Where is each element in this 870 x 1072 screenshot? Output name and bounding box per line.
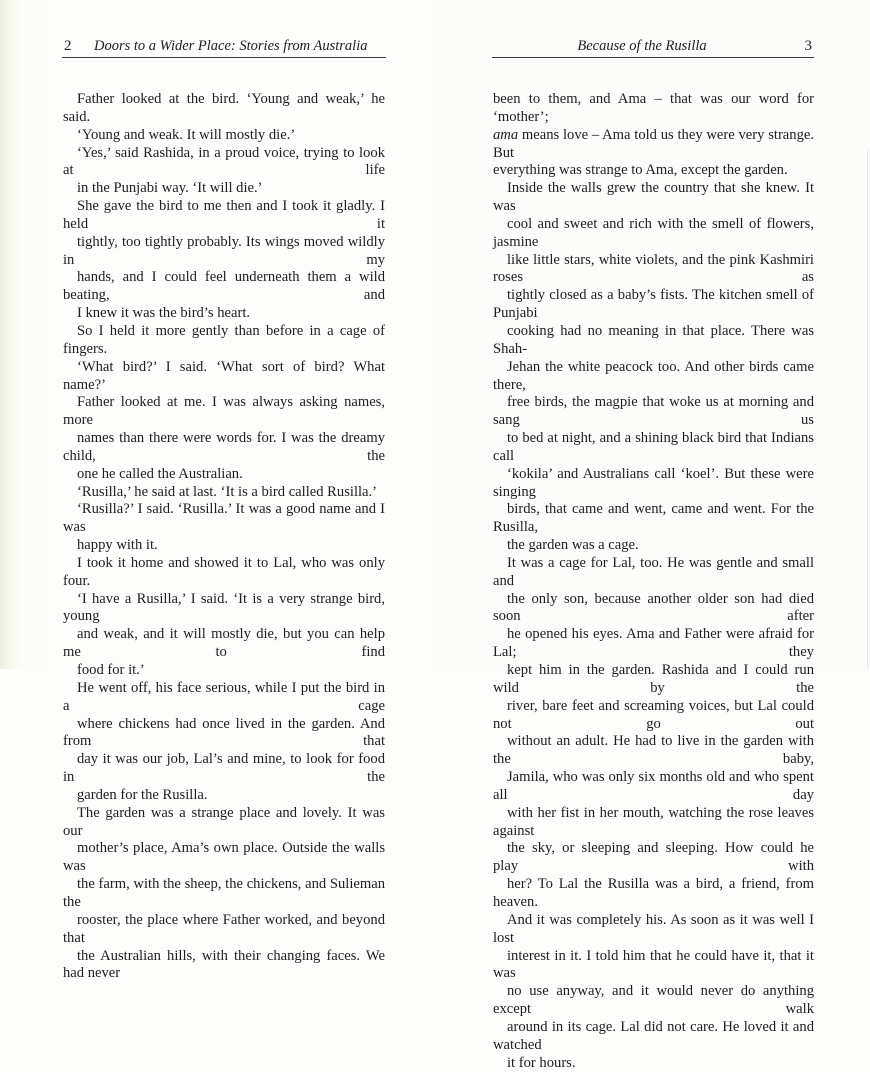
text-line: ‘Young and weak. It will mostly die.’ bbox=[77, 126, 296, 143]
text-line: ‘kokila’ and Australians call ‘koel’. But these were singing bbox=[493, 465, 814, 500]
text-line: he opened his eyes. Ama and Father were afraid for Lal; they bbox=[493, 626, 814, 661]
text-line: names than there were words for. I was the dreamy child, the bbox=[63, 430, 385, 464]
text-line: been to them, and Ama – that was our word for ‘mother’; bbox=[493, 91, 814, 125]
chapter-title: Because of the Rusilla bbox=[577, 38, 707, 54]
paragraph bbox=[63, 555, 385, 591]
text-line: tightly, too tightly probably. Its wings moved wildly in my bbox=[63, 233, 385, 268]
paragraph bbox=[63, 591, 385, 680]
text-line: without an adult. He had to live in the garden with the baby, bbox=[493, 733, 814, 768]
paragraph bbox=[63, 484, 385, 502]
text-line: He went off, his face serious, while I put the bird in a cage bbox=[63, 679, 385, 714]
paragraph bbox=[63, 501, 385, 555]
text-line: cool and sweet and rich with the smell of flowers, jasmine bbox=[493, 215, 814, 250]
text-line: cooking had no meaning in that place. There was Shah- bbox=[493, 322, 814, 357]
text-line: hands, and I could feel underneath them a wild beating, and bbox=[63, 269, 385, 304]
text-line: her? To Lal the Rusilla was a bird, a friend, from heaven. bbox=[493, 876, 814, 910]
text-line: food for it.’ bbox=[77, 662, 145, 678]
text-line: and weak, and it will mostly die, but you can help me to find bbox=[63, 626, 385, 661]
text-line: around in its cage. Lal did not care. He loved it and watched bbox=[493, 1018, 814, 1053]
text-line: the farm, with the sheep, the chickens, and Sulieman the bbox=[63, 876, 385, 910]
text-line: where chickens had once lived in the garden. And from that bbox=[63, 715, 385, 750]
paragraph bbox=[63, 680, 385, 805]
text-line: the only son, because another older son had died soon after bbox=[493, 590, 814, 625]
text-line: ‘Rusilla?’ I said. ‘Rusilla.’ It was a good name and I was bbox=[63, 501, 385, 536]
text-line: I took it home and showed it to Lal, who was only four. bbox=[63, 554, 385, 589]
body-text bbox=[493, 91, 814, 1072]
text-line: ‘What bird?’ I said. ‘What sort of bird? What name?’ bbox=[63, 358, 385, 393]
text-line: day it was our job, Lal’s and mine, to look for food in the bbox=[63, 751, 385, 786]
text-line: like little stars, white violets, and the pink Kashmiri roses as bbox=[493, 251, 814, 286]
text-line: The garden was a strange place and lovely. It was our bbox=[63, 804, 385, 839]
paragraph bbox=[493, 555, 814, 912]
text-line: She gave the bird to me then and I took it gladly. I held it bbox=[63, 198, 385, 232]
text-line: ‘Rusilla,’ he said at last. ‘It is a bird called Rusilla.’ bbox=[77, 483, 378, 500]
text-line: one he called the Australian. bbox=[77, 465, 243, 482]
text-line: Jamila, who was only six months old and who spent all day bbox=[493, 769, 814, 803]
paragraph bbox=[63, 145, 385, 199]
text-line: rooster, the place where Father worked, and beyond that bbox=[63, 911, 385, 946]
right-page bbox=[435, 0, 870, 1071]
text-line: free birds, the magpie that woke us at morning and sang us bbox=[493, 394, 814, 429]
book-title: Doors to a Wider Place: Stories from Australia bbox=[94, 38, 368, 54]
text-line: tightly closed as a baby’s fists. The kitchen smell of Punjabi bbox=[493, 287, 814, 322]
paragraph bbox=[63, 91, 385, 145]
text-segment: means love – Ama told us they were very strange. But bbox=[493, 126, 815, 161]
text-line: interest in it. I told him that he could have it, that it was bbox=[493, 947, 814, 982]
text-line: Jehan the white peacock too. And other birds came there, bbox=[493, 358, 814, 393]
text-line: with her fist in her mouth, watching the rose leaves against bbox=[493, 804, 814, 839]
text-line: the sky, or sleeping and sleeping. How could he play with bbox=[493, 840, 814, 875]
text-line: in the Punjabi way. ‘It will die.’ bbox=[77, 180, 263, 197]
text-line: garden for the Rusilla. bbox=[77, 786, 208, 803]
text-line: mother’s place, Ama’s own place. Outside the walls was bbox=[63, 840, 385, 875]
running-head bbox=[62, 36, 386, 58]
paragraph bbox=[63, 805, 385, 983]
text-line: Father looked at the bird. ‘Young and weak,’ he said. bbox=[63, 91, 385, 125]
text-line: no use anyway, and it would never do anything except walk bbox=[493, 983, 814, 1018]
text-line: And it was completely his. As soon as it was well I lost bbox=[493, 911, 814, 946]
text-line: Father looked at me. I was always asking names, more bbox=[63, 394, 385, 429]
page-number: 2 bbox=[64, 38, 72, 54]
page-number: 3 bbox=[804, 38, 812, 54]
body-text bbox=[63, 91, 385, 983]
text-line: ‘I have a Rusilla,’ I said. ‘It is a very strange bird, young bbox=[63, 590, 385, 625]
text-line: everything was strange to Ama, except the garden. bbox=[493, 162, 788, 179]
text-line: ‘Yes,’ said Rashida, in a proud voice, trying to look at life bbox=[63, 144, 385, 179]
left-page bbox=[0, 0, 435, 982]
text-line: Inside the walls grew the country that she knew. It was bbox=[493, 180, 814, 215]
text-line: happy with it. bbox=[77, 537, 158, 554]
text-line: It was a cage for Lal, too. He was gentle and small and bbox=[493, 554, 814, 589]
text-line: birds, that came and went, came and went. For the Rusilla, bbox=[493, 501, 814, 536]
paragraph bbox=[493, 91, 814, 180]
paragraph bbox=[493, 912, 814, 1072]
text-line: the Australian hills, with their changing faces. We had never bbox=[63, 947, 385, 982]
text-line: it for hours. bbox=[507, 1054, 576, 1071]
text-line bbox=[493, 127, 814, 163]
text-line: I knew it was the bird’s heart. bbox=[77, 305, 251, 322]
paragraph bbox=[63, 394, 385, 483]
text-line: kept him in the garden. Rashida and I could run wild by the bbox=[493, 662, 814, 696]
text-line: to bed at night, and a shining black bird that Indians call bbox=[493, 430, 814, 464]
paragraph bbox=[63, 323, 385, 394]
text-line: the garden was a cage. bbox=[507, 537, 639, 554]
paragraph bbox=[493, 180, 814, 555]
paragraph bbox=[63, 198, 385, 323]
running-head bbox=[492, 36, 814, 58]
text-line: river, bare feet and screaming voices, but Lal could not go out bbox=[493, 697, 814, 732]
text-line: So I held it more gently than before in a cage of fingers. bbox=[63, 322, 385, 357]
italic-word: ama bbox=[493, 126, 519, 143]
